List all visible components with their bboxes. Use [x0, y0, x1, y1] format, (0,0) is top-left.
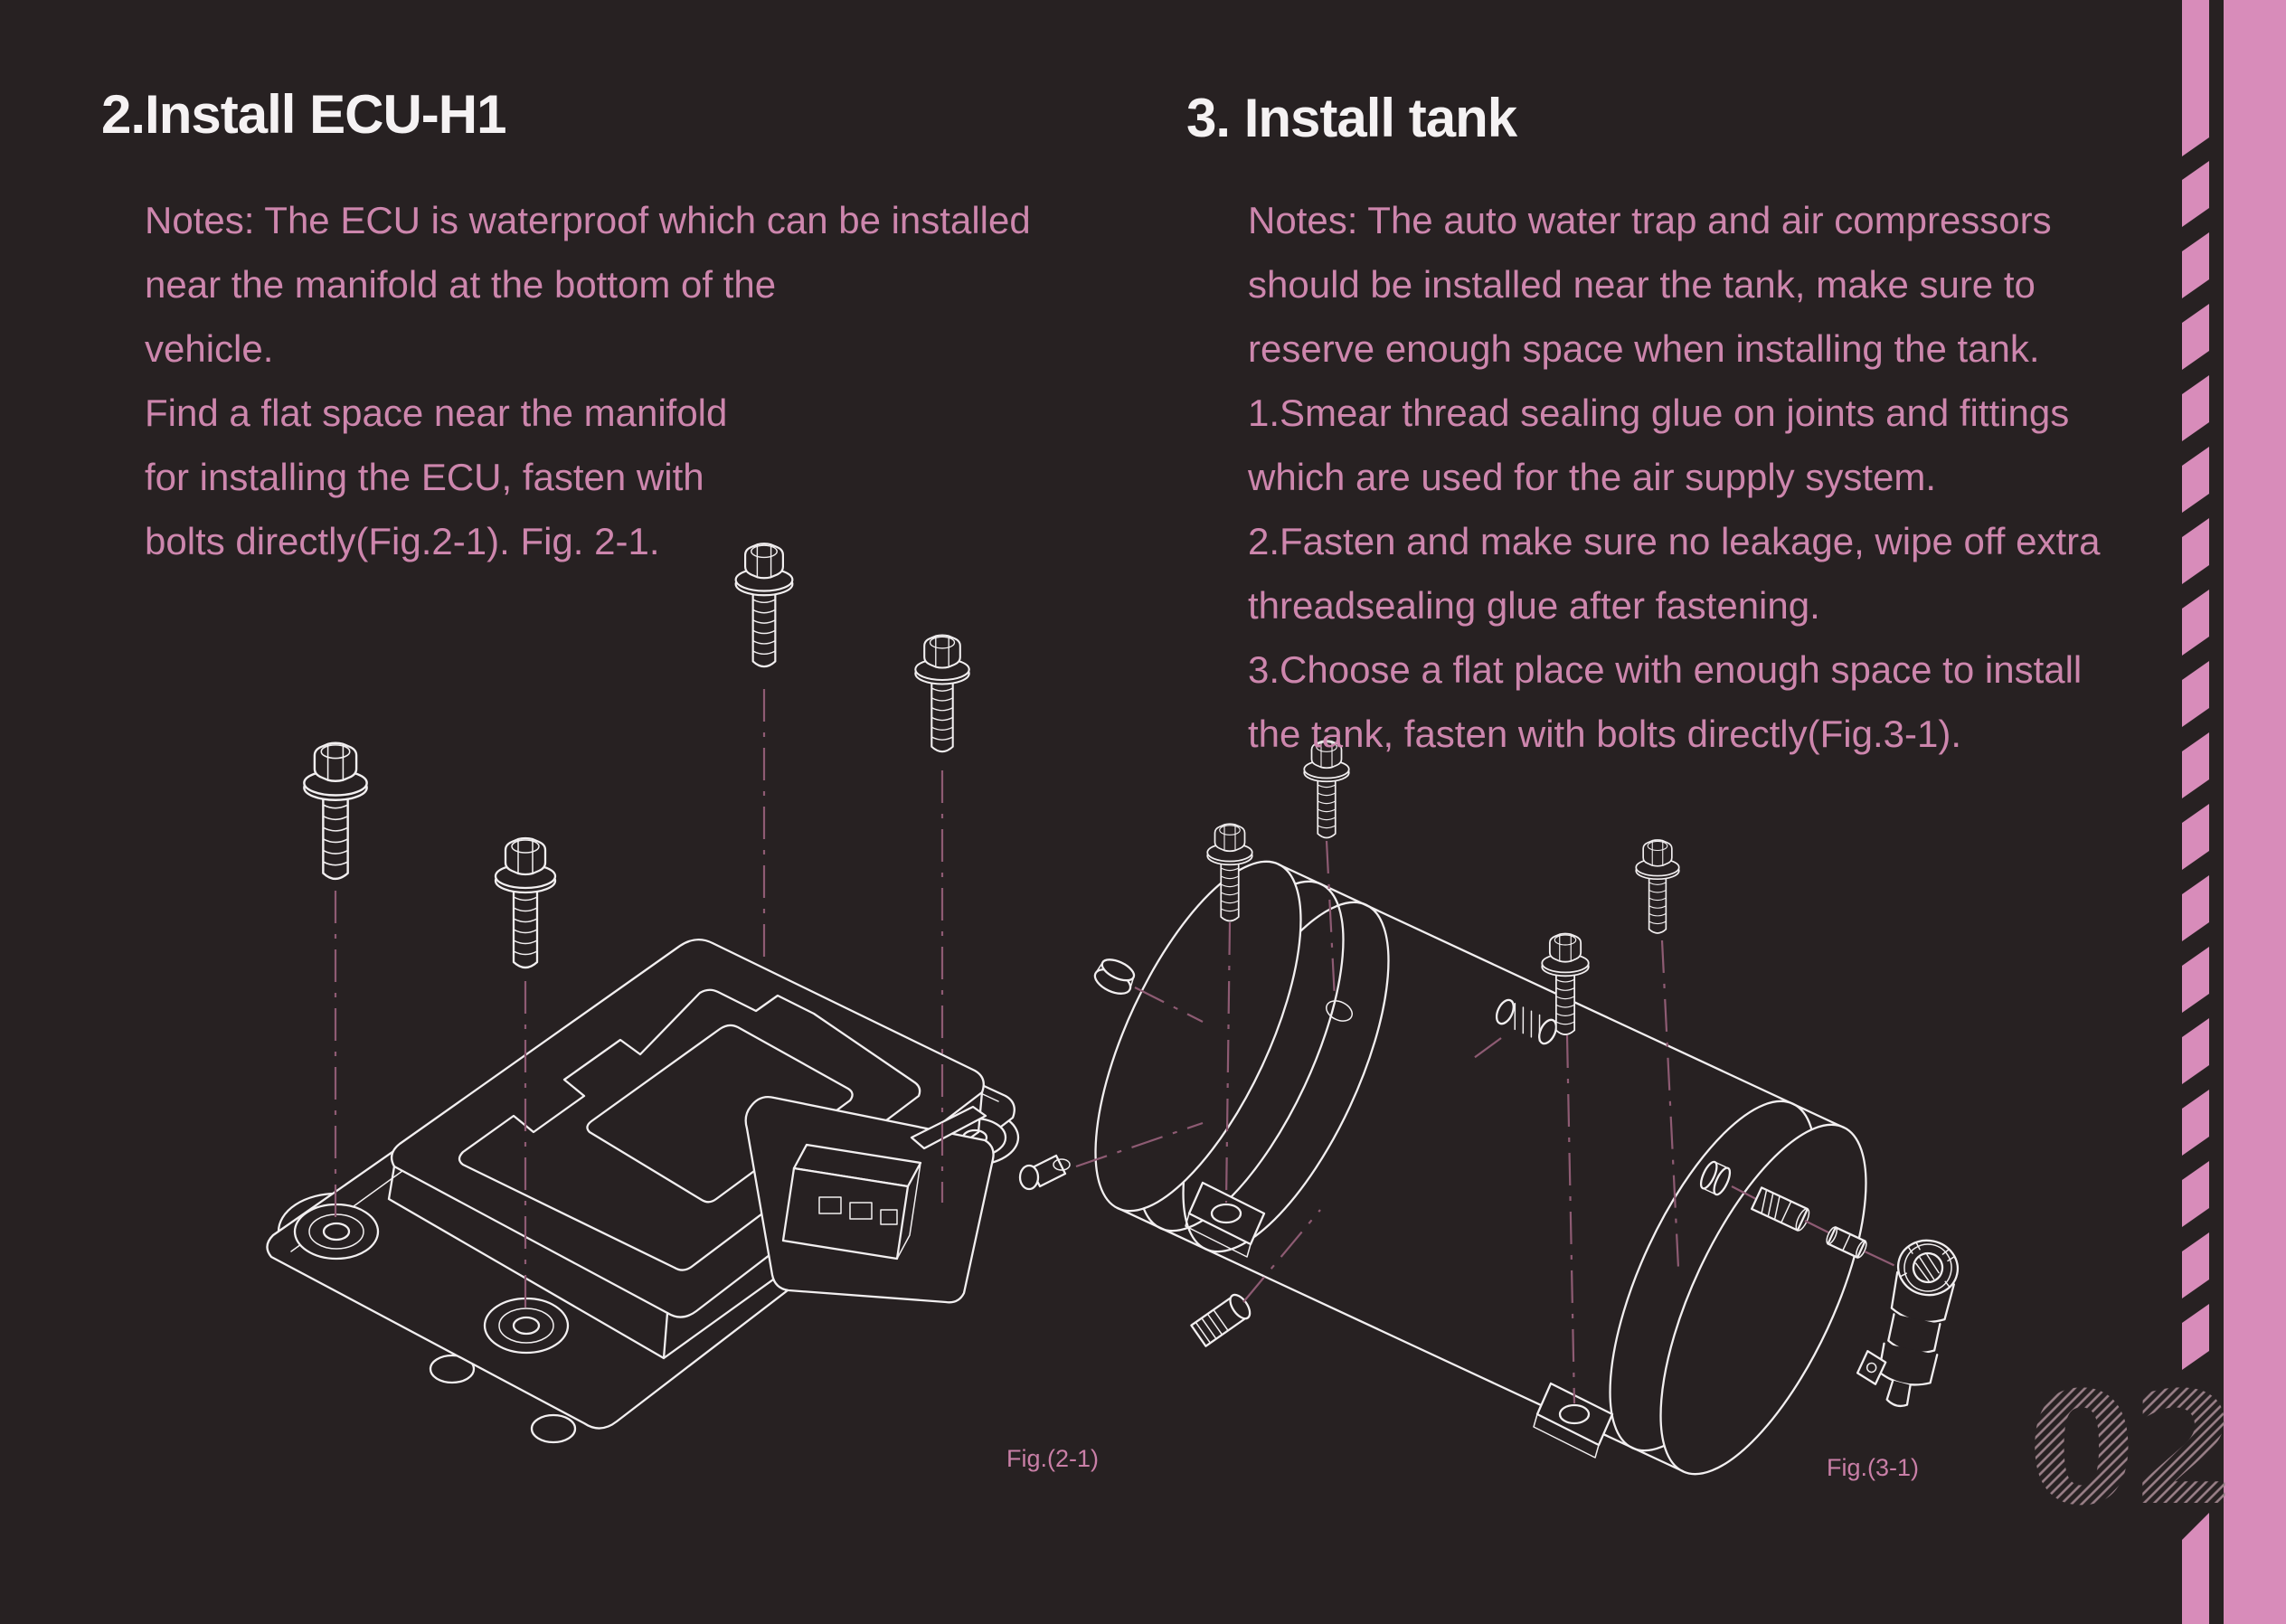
tank-notes-paragraph: [1248, 188, 2100, 766]
figure-label-2-1: Fig.(2-1): [1006, 1445, 1100, 1472]
body-line: Notes: The auto water trap and air compressors: [1248, 199, 2052, 241]
ecu-notes-paragraph: [145, 188, 1031, 573]
body-line: 3.Choose a flat place with enough space to install: [1248, 648, 2083, 691]
flange-bolt-icon: [1636, 840, 1679, 933]
body-line: 1.Smear thread sealing glue on joints and fittings: [1248, 392, 2070, 434]
ecu-connector: [746, 1097, 994, 1302]
body-line: threadsealing glue after fastening.: [1248, 584, 1820, 627]
hex-plug-fitting: [1091, 955, 1138, 999]
body-line: bolts directly(Fig.2-1). Fig. 2-1.: [145, 520, 660, 562]
tank-feet: [1186, 1183, 1612, 1458]
flange-bolt-icon: [304, 743, 366, 879]
drain-valve: [1853, 1232, 1963, 1412]
body-line: which are used for the air supply system.: [1248, 456, 1937, 498]
spring-fitting: [1493, 997, 1559, 1046]
body-line: for installing the ECU, fasten with: [145, 456, 704, 498]
flange-bolt-icon: [496, 838, 555, 968]
port-ring-fitting: [1698, 1160, 1733, 1197]
figure-label-3-1: Fig.(3-1): [1827, 1454, 1920, 1481]
body-line: reserve enough space when installing the tank.: [1248, 327, 2040, 370]
ecu-exploded-figure: [267, 543, 1018, 1442]
body-line: Find a flat space near the manifold: [145, 392, 728, 434]
body-line: the tank, fasten with bolts directly(Fig.3-1).: [1248, 713, 1961, 755]
flange-bolt-icon: [915, 636, 968, 752]
body-line: should be installed near the tank, make sure to: [1248, 263, 2036, 306]
section-heading-ecu: 2.Install ECU-H1: [101, 84, 506, 145]
page-number: 02: [2027, 1358, 2234, 1540]
tank-exploded-figure: [1020, 741, 1963, 1501]
body-line: vehicle.: [145, 327, 274, 370]
body-line: near the manifold at the bottom of the: [145, 263, 777, 306]
section-heading-tank: 3. Install tank: [1186, 88, 1517, 148]
body-line: 2.Fasten and make sure no leakage, wipe off extra: [1248, 520, 2101, 562]
body-line: Notes: The ECU is waterproof which can be installed: [145, 199, 1031, 241]
elbow-fitting: [1020, 1156, 1070, 1189]
